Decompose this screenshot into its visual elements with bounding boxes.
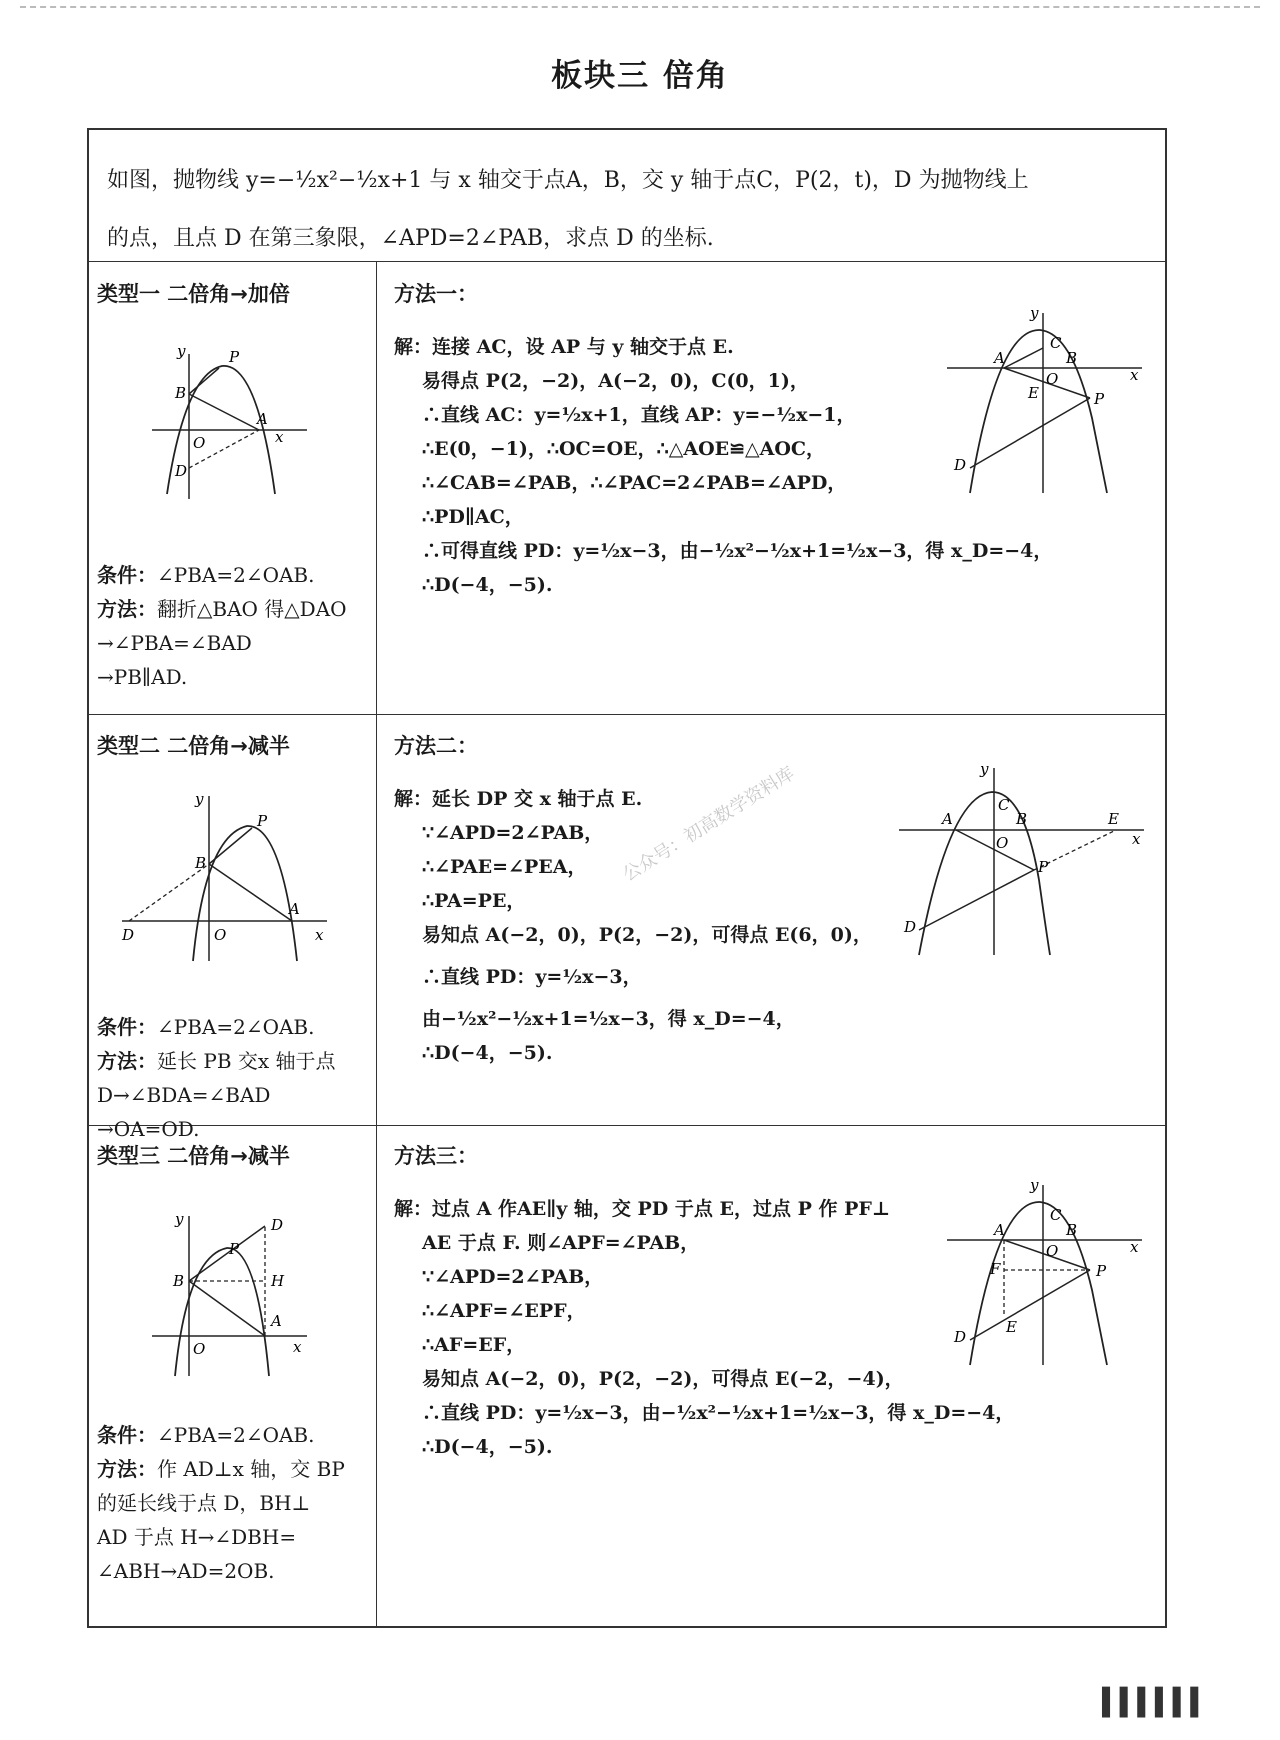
svg-text:B: B [1066,1221,1078,1239]
solution-line: ∴可得直线 PD：y=½x−3，由−½x²−½x+1=½x−3，得 x_D=−4， [422,540,1053,562]
svg-text:D: D [904,918,917,936]
method-1-heading: 方法一： [394,282,478,306]
svg-text:D: D [954,1328,967,1346]
type-3-method-line: ∠ABH→AD=2OB. [97,1559,275,1583]
type-2-method-line: 延长 PB 交x 轴于点 [157,1049,336,1073]
svg-text:A: A [994,349,1005,367]
svg-text:D: D [271,1216,284,1234]
svg-text:y: y [175,1210,184,1228]
svg-text:C: C [1050,334,1062,352]
svg-text:H: H [271,1272,285,1290]
svg-text:O: O [193,434,206,452]
type-1-condition: ∠PBA=2∠OAB. [157,563,315,587]
problem-statement [89,130,1165,262]
type-1-method-line: 翻折△BAO 得△DAO [157,597,347,621]
type-3-method-line: 的延长线于点 D，BH⊥ [97,1491,311,1515]
solution-line: ∴D(−4，−5). [422,574,553,596]
method-1-cell [394,278,1154,602]
type-1-cell [97,278,367,694]
solution-line: 由−½x²−½x+1=½x−3，得 x_D=−4， [422,1008,795,1030]
type-3-method-line: AD 于点 H→∠DBH= [97,1525,297,1549]
type-3-diagram [97,1186,367,1386]
type-1-method-line: →∠PBA=∠BAD [97,631,252,655]
row-divider-1 [89,714,1165,715]
method-3-heading: 方法三： [394,1144,478,1168]
type-3-method-line: 作 AD⊥x 轴，交 BP [157,1457,345,1481]
svg-text:P: P [1038,858,1049,876]
solution-line: 易知点 A(−2，0)，P(2，−2)，可得点 E(6，0)， [422,924,872,946]
solution-line: ∵∠APD=2∠PAB， [422,822,604,844]
svg-text:y: y [1030,1180,1039,1194]
type-2-method-line: →OA=OD. [97,1117,200,1141]
type-2-diagram [97,776,367,966]
svg-text:x: x [1132,830,1141,848]
svg-text:x: x [293,1338,302,1356]
type-2-condition-label: 条件： [97,1015,157,1039]
type-1-condition-label: 条件： [97,563,157,587]
svg-text:x: x [315,926,324,944]
svg-text:B: B [195,854,207,872]
solution-line: ∴D(−4，−5). [422,1042,553,1064]
svg-text:O: O [214,926,227,944]
svg-text:E: E [1108,810,1119,828]
type-3-condition-label: 条件： [97,1423,157,1447]
page-title: 板块三 倍角 [551,58,729,94]
svg-text:O: O [1046,1242,1059,1260]
solution-line: ∴PD∥AC， [422,506,524,528]
type-2-method-line: D→∠BDA=∠BAD [97,1083,271,1107]
solution-line: 易知点 A(−2，0)，P(2，−2)，可得点 E(−2，−4)， [422,1368,904,1390]
solution-line: ∴直线 AC：y=½x+1，直线 AP：y=−½x−1， [422,404,856,426]
solution-line: ∴AF=EF， [422,1334,526,1356]
svg-text:x: x [1130,1238,1139,1256]
svg-text:A: A [271,1312,282,1330]
svg-text:P: P [229,348,240,366]
solution-line: 解：过点 A 作AE∥y 轴，交 PD 于点 E，过点 P 作 PF⊥ [394,1198,891,1220]
type-1-method-line: →PB∥AD. [97,665,188,689]
svg-text:B: B [1016,810,1028,828]
svg-text:D: D [954,456,967,474]
svg-text:E: E [1028,384,1039,402]
svg-text:A: A [289,900,300,918]
type-3-condition: ∠PBA=2∠OAB. [157,1423,315,1447]
problem-line-2: 的点，且点 D 在第三象限，∠APD=2∠PAB，求点 D 的坐标. [107,226,714,251]
type-3-notes [97,1418,367,1588]
solution-line: ∴∠APF=∠EPF， [422,1300,586,1322]
type-1-heading: 类型一 二倍角→加倍 [97,282,290,306]
svg-text:F: F [990,1260,1001,1278]
solution-line: AE 于点 F. 则∠APF=∠PAB， [422,1232,700,1254]
method-3-diagram [942,1180,1152,1370]
column-divider [376,262,377,1626]
type-2-cell [97,730,367,1146]
svg-text:x: x [1130,366,1139,384]
type-1-notes [97,558,367,694]
svg-text:A: A [942,810,953,828]
method-3-cell [394,1140,1154,1464]
svg-text:O: O [996,834,1009,852]
svg-text:x: x [275,428,284,446]
svg-text:P: P [1094,390,1105,408]
type-1-diagram [97,324,367,514]
svg-text:O: O [193,1340,206,1358]
solution-line: ∴PA=PE， [422,890,526,912]
svg-text:A: A [257,410,268,428]
solution-line: ∴直线 PD：y=½x−3， [422,966,642,988]
solution-line: ∴∠CAB=∠PAB，∴∠PAC=2∠PAB=∠APD， [422,472,847,494]
svg-text:D: D [122,926,135,944]
type-2-method-label: 方法： [97,1049,157,1073]
type-2-notes [97,1010,367,1146]
type-3-method-label: 方法： [97,1457,157,1481]
solution-line: ∵∠APD=2∠PAB， [422,1266,604,1288]
svg-text:E: E [1006,1318,1017,1336]
svg-text:O: O [1046,370,1059,388]
svg-text:A: A [994,1221,1005,1239]
svg-text:C: C [998,796,1010,814]
type-2-heading: 类型二 二倍角→减半 [97,734,290,758]
svg-text:P: P [257,812,268,830]
content-table [87,128,1167,1628]
svg-text:D: D [175,462,188,480]
type-2-condition: ∠PBA=2∠OAB. [157,1015,315,1039]
solution-line: ∴E(0，−1)，∴OC=OE，∴△AOE≌△AOC， [422,438,826,460]
solution-line: 解：延长 DP 交 x 轴于点 E. [394,788,643,810]
solution-line: 易得点 P(2，−2)，A(−2，0)，C(0，1)， [422,370,809,392]
svg-text:y: y [1030,308,1039,322]
svg-text:C: C [1050,1206,1062,1224]
top-dashed-rule [20,6,1260,8]
svg-text:y: y [195,790,204,808]
solution-line: 解：连接 AC，设 AP 与 y 轴交于点 E. [394,336,734,358]
solution-line: ∴D(−4，−5). [422,1436,553,1458]
type-3-cell [97,1140,367,1588]
type-1-method-label: 方法： [97,597,157,621]
svg-text:B: B [1066,349,1078,367]
svg-text:B: B [173,1272,185,1290]
svg-text:y: y [177,342,186,360]
svg-text:B: B [175,384,187,402]
svg-text:P: P [229,1240,240,1258]
method-1-diagram [942,308,1152,498]
watermark: 公众号：初高数学资料库 [619,762,799,886]
method-2-diagram [894,760,1154,960]
solution-line: ∴∠PAE=∠PEA， [422,856,587,878]
method-2-heading: 方法二： [394,734,478,758]
footer-mark: ▌▌▌▌▌▌ [1102,1688,1208,1718]
svg-text:y: y [980,760,989,778]
solution-line: ∴直线 PD：y=½x−3，由−½x²−½x+1=½x−3，得 x_D=−4， [422,1402,1015,1424]
svg-text:P: P [1096,1262,1107,1280]
problem-line-1: 如图，抛物线 y=−½x²−½x+1 与 x 轴交于点A，B，交 y 轴于点C，P(2，t)，D 为抛物线上 [107,168,1029,193]
type-3-heading: 类型三 二倍角→减半 [97,1144,290,1168]
